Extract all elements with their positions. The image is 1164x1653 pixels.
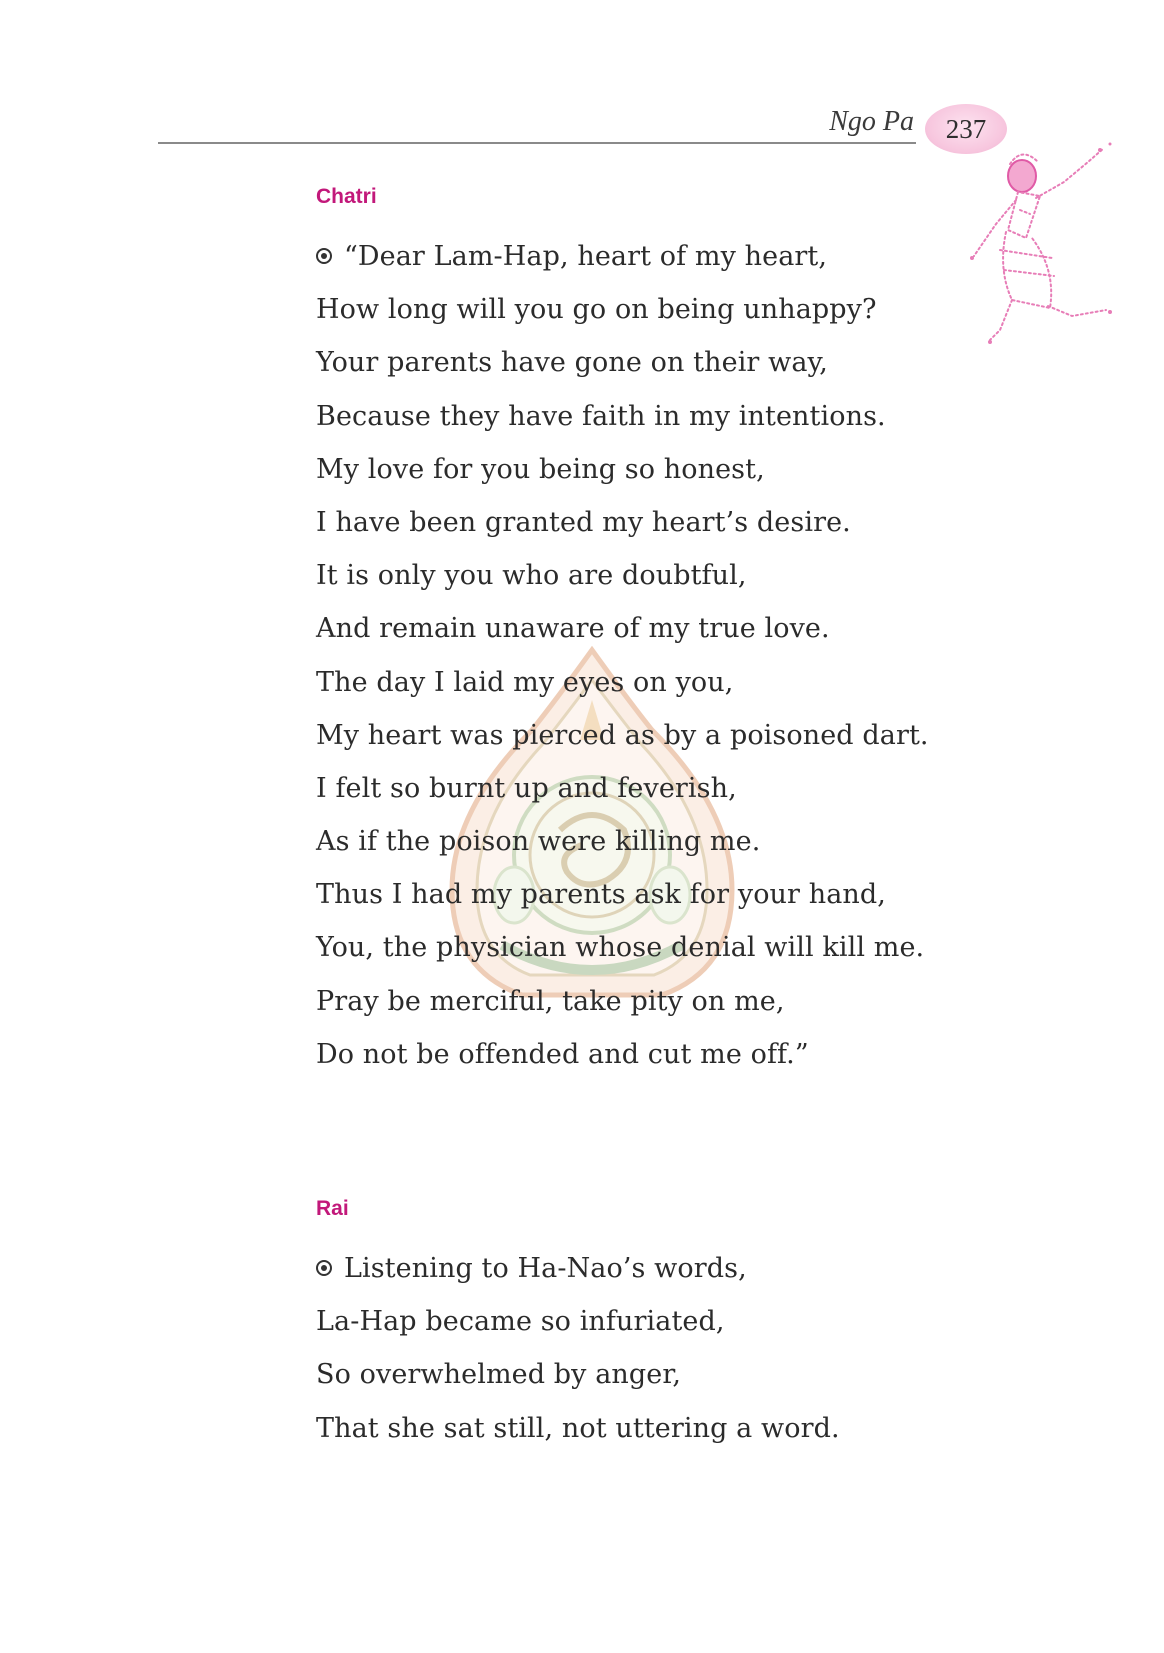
verse-chatri	[316, 230, 929, 1081]
verse-line	[316, 1242, 840, 1295]
verse-line: So overwhelmed by anger,	[316, 1359, 682, 1391]
stanza-bullet-icon	[316, 1260, 332, 1276]
section-label-chatri: Chatri	[316, 185, 377, 208]
verse-line: La-Hap became so infuriated,	[316, 1306, 725, 1338]
verse-text: “Dear Lam-Hap, heart of my heart,	[344, 241, 828, 272]
verse-line: The day I laid my eyes on you,	[316, 666, 734, 698]
verse-line: That she sat still, not uttering a word.	[316, 1412, 840, 1444]
verse-line: My heart was pierced as by a poisoned dart.	[316, 719, 929, 751]
page-number: 237	[945, 113, 987, 144]
verse-line: It is only you who are doubtful,	[316, 560, 747, 592]
dancer-illustration-icon	[960, 140, 1120, 350]
verse-line: You, the physician whose denial will kill me.	[316, 932, 925, 964]
verse-line: As if the poison were killing me.	[316, 826, 761, 858]
running-head: Ngo Pa	[829, 106, 914, 137]
verse-line: My love for you being so honest,	[316, 453, 765, 485]
verse-text: Listening to Ha-Nao’s words,	[344, 1253, 747, 1284]
verse-line: I felt so burnt up and feverish,	[316, 772, 737, 804]
verse-line	[316, 230, 929, 283]
verse-line: Pray be merciful, take pity on me,	[316, 985, 785, 1017]
verse-line: Thus I had my parents ask for your hand,	[316, 879, 886, 911]
verse-line: Because they have faith in my intentions.	[316, 400, 886, 432]
verse-line: How long will you go on being unhappy?	[316, 294, 877, 326]
verse-line: I have been granted my heart’s desire.	[316, 506, 851, 538]
verse-line: Your parents have gone on their way,	[316, 347, 828, 379]
verse-line: Do not be offended and cut me off.”	[316, 1038, 809, 1070]
stanza-bullet-icon	[316, 248, 332, 264]
verse-line: And remain unaware of my true love.	[316, 613, 830, 645]
header-rule	[158, 142, 916, 144]
verse-rai	[316, 1242, 840, 1455]
section-label-rai: Rai	[316, 1197, 349, 1220]
